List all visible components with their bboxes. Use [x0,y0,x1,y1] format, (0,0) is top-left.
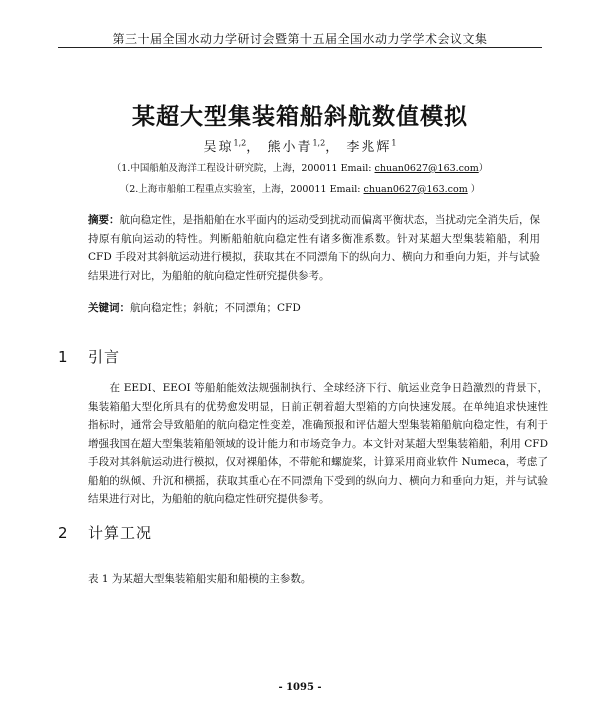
affiliation-email: chuan0627@163.com [363,184,468,195]
author-separator: ， [325,140,341,155]
section-heading-conditions [58,522,152,543]
author-name: 熊小青 [267,140,313,155]
section-title: 引言 [88,348,121,366]
author-list [0,136,600,155]
affiliation-2 [0,181,600,195]
section-heading-introduction [58,346,120,367]
keywords-text: 航向稳定性；斜航；不同漂角；CFD [130,302,301,314]
affiliation-text: （1.中国船舶及海洋工程设计研究院，上海，200011 Email: [111,163,375,174]
running-header: 第三十届全国水动力学研讨会暨第十五届全国水动力学学术会议文集 [112,32,488,46]
keywords-label: 关键词： [88,302,130,314]
keywords [88,300,540,316]
author-name: 李兆辉 [346,140,392,155]
introduction-body [88,379,548,509]
affiliation-1 [0,160,600,174]
header-rule [58,47,542,48]
affiliation-text: （2.上海市船舶工程重点实验室，上海，200011 Email: [119,184,364,195]
introduction-paragraph [88,379,548,509]
abstract [88,211,540,285]
paper-title: 某超大型集装箱船斜航数值模拟 [132,104,468,130]
paragraph-text: 在 EEDI、EEOI 等船舶能效法规强制执行、全球经济下行、航运业竞争日趋激烈的背景下，集装箱船大型化所具有的优势愈发明显，日前正朝着超大型箱的方向快速发展。在单纯追求快速性指标时，通常会导致船舶的航向稳定性变差，准确预报和评估超大型集装箱船航向稳定性，有利于增强我国在超大型集装箱船领域的设计能力和市场竞争力。本文针对某超大型集装箱船，利用 CFD 手段对其斜航运动进行模拟，仅对裸船体，不带舵和螺旋桨，计算采用商业软件 Numeca，考虑了船舶的纵倾、升沉和横摇，获取其重心在不同漂角下受到的纵向力、横向力和垂向力矩，并与试验结果进行对比，为船舶的航向稳定性研究提供参考。 [88,382,549,505]
abstract-label: 摘要： [88,214,120,226]
author-affiliation-mark: 1,2 [233,138,247,148]
page-number: - 1095 - [278,682,322,693]
affiliation-close: ） [467,184,481,195]
author-affiliation-mark: 1,2 [312,138,326,148]
section-number: 1 [58,348,69,366]
author-separator: ， [246,140,262,155]
author-name: 吴琼 [203,140,234,155]
author-affiliation-mark: 1 [391,138,397,148]
affiliation-email: chuan0627@163.com [374,163,479,174]
affiliation-close: ） [478,163,489,174]
section-number: 2 [58,524,69,542]
section-title: 计算工况 [88,524,153,542]
conditions-paragraph: 表 1 为某超大型集装箱船实船和船模的主参数。 [88,573,312,585]
abstract-text: 航向稳定性，是指船舶在水平面内的运动受到扰动而偏离平衡状态，当扰动完全消失后，保持原有航向运动的特性。判断船舶航向稳定性有诸多衡准系数。针对某超大型集装箱船，利用 CFD 手段对其斜航运动进行模拟，获取其在不同漂角下的纵向力、横向力和垂向力矩，并与试验结果进行对比，为船舶的航向稳定性研究提供参考。 [88,214,541,282]
